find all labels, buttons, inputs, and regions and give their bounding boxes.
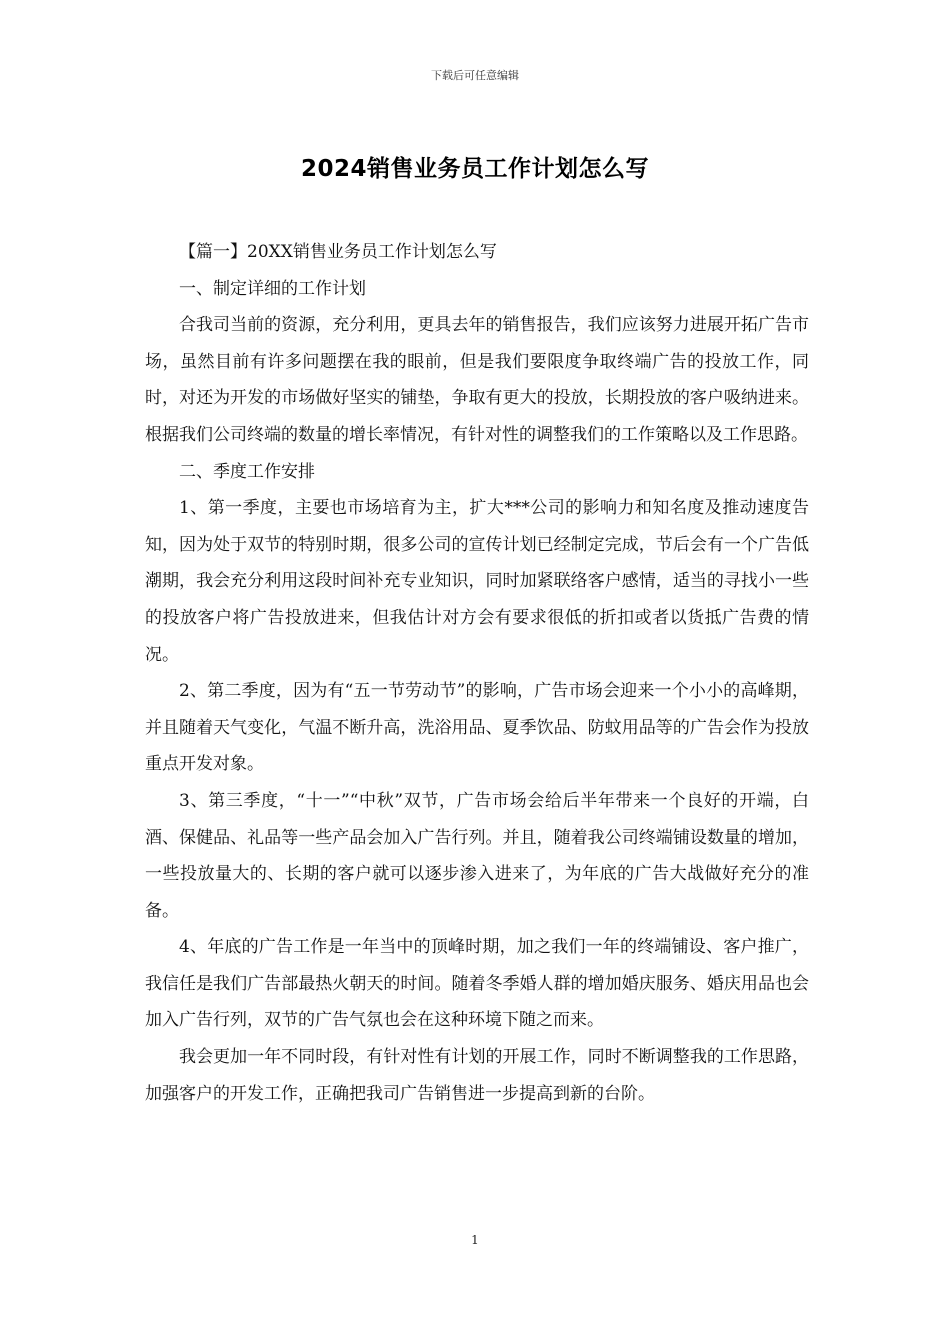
document-title: 2024销售业务员工作计划怎么写 — [300, 156, 649, 182]
document-body — [145, 234, 809, 1112]
paragraph: 我会更加一年不同时段，有针对性有计划的开展工作，同时不断调整我的工作思路，加强客户的开发工作，正确把我司广告销售进一步提高到新的台阶。 — [145, 1047, 809, 1104]
paragraph: 3、第三季度，“十一”“中秋”双节，广告市场会给后半年带来一个良好的开端，白酒、保健品、礼品等一些产品会加入广告行列。并且，随着我公司终端铺设数量的增加，一些投放量大的、长期的客户就可以逐步渗入进来了，为年底的广告大战做好充分的准备。 — [145, 790, 809, 921]
header-note: 下载后可任意编辑 — [431, 69, 519, 82]
page-number: 1 — [471, 1233, 479, 1247]
subheading: 一、制定详细的工作计划 — [179, 278, 366, 299]
paragraph: 合我司当前的资源，充分利用，更具去年的销售报告，我们应该努力进展开拓广告市场，虽然目前有许多问题摆在我的眼前，但是我们要限度争取终端广告的投放工作，同时，对还为开发的市场做好坚实的铺垫，争取有更大的投放，长期投放的客户吸纳进来。根据我们公司终端的数量的增长率情况，有针对性的调整我们的工作策略以及工作思路。 — [145, 315, 809, 445]
paragraph: 2、第二季度，因为有“五一节劳动节”的影响，广告市场会迎来一个小小的高峰期，并且随着天气变化，气温不断升高，洗浴用品、夏季饮品、防蚊用品等的广告会作为投放重点开发对象。 — [145, 681, 809, 775]
paragraph: 1、第一季度，主要也市场培育为主，扩大***公司的影响力和知名度及推动速度告知，因为处于双节的特别时期，很多公司的宣传计划已经制定完成，节后会有一个广告低潮期，我会充分利用这段时间补充专业知识，同时加紧联络客户感情，适当的寻找小一些的投放客户将广告投放进来，但我估计对方会有要求很低的折扣或者以货抵广告费的情况。 — [145, 498, 809, 665]
paragraph: 4、年底的广告工作是一年当中的顶峰时期，加之我们一年的终端铺设、客户推广，我信任是我们广告部最热火朝天的时间。随着冬季婚人群的增加婚庆服务、婚庆用品也会加入广告行列，双节的广告气氛也会在这种环境下随之而来。 — [145, 937, 809, 1031]
subheading: 二、季度工作安排 — [179, 461, 315, 482]
section-heading: 【篇一】20XX销售业务员工作计划怎么写 — [179, 242, 497, 262]
